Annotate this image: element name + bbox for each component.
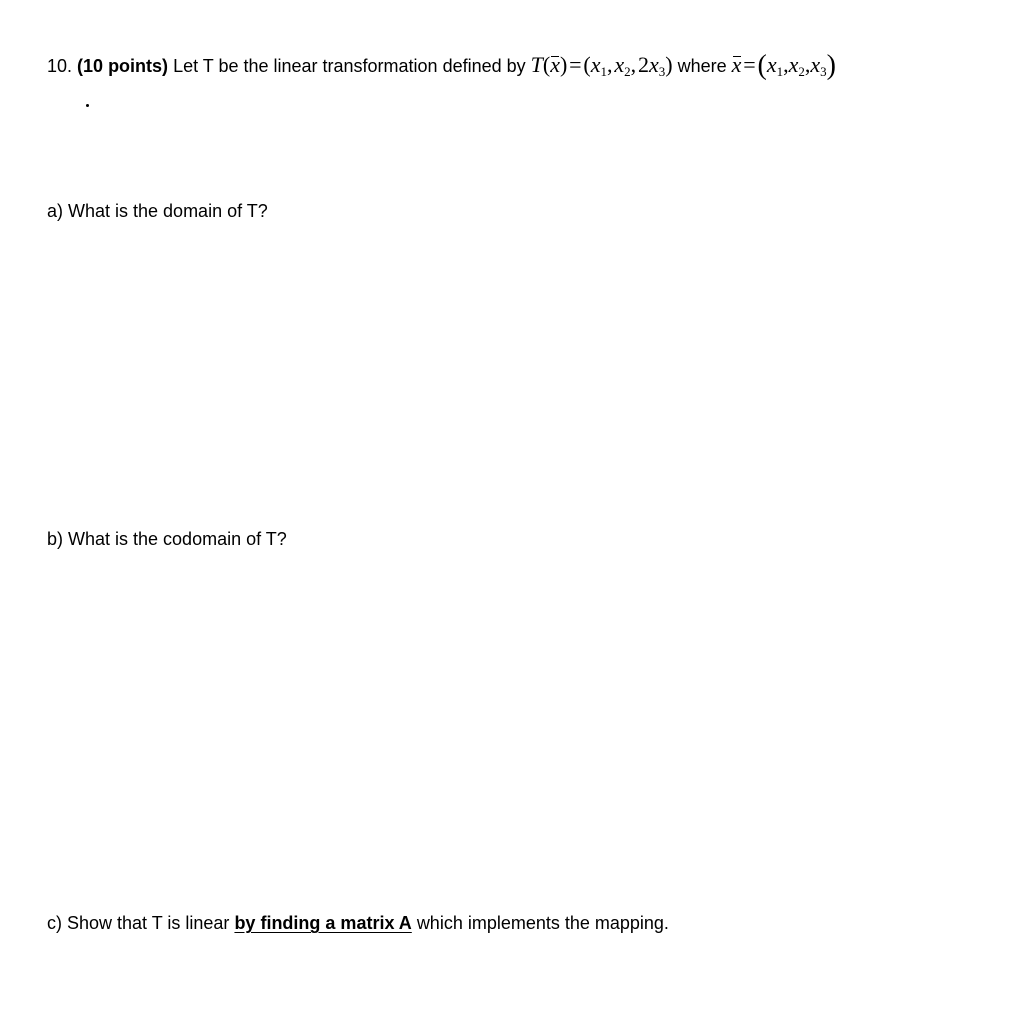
question-header (47, 52, 836, 80)
transformation-formula: T(x) = ($x_1$, $x_2$, $2x_3$) (530, 52, 673, 79)
part-c-question (47, 914, 669, 932)
vector-definition: x = $(x_1,x_2,x_3)$ (731, 50, 836, 81)
question-number: 10. (47, 56, 73, 76)
where-word: where (677, 56, 727, 76)
part-a-question: a) What is the domain of T? (47, 201, 268, 221)
question-lead-text: Let T be the linear transformation defined by (173, 56, 526, 76)
part-c-emphasis: by finding a matrix A (234, 913, 412, 933)
part-c-prefix: c) Show that T is linear (47, 913, 230, 933)
stray-period-mark (86, 104, 89, 107)
part-c-suffix: which implements the mapping. (416, 913, 669, 933)
part-b-question: b) What is the codomain of T? (47, 529, 287, 549)
question-points: (10 points) (77, 56, 169, 76)
